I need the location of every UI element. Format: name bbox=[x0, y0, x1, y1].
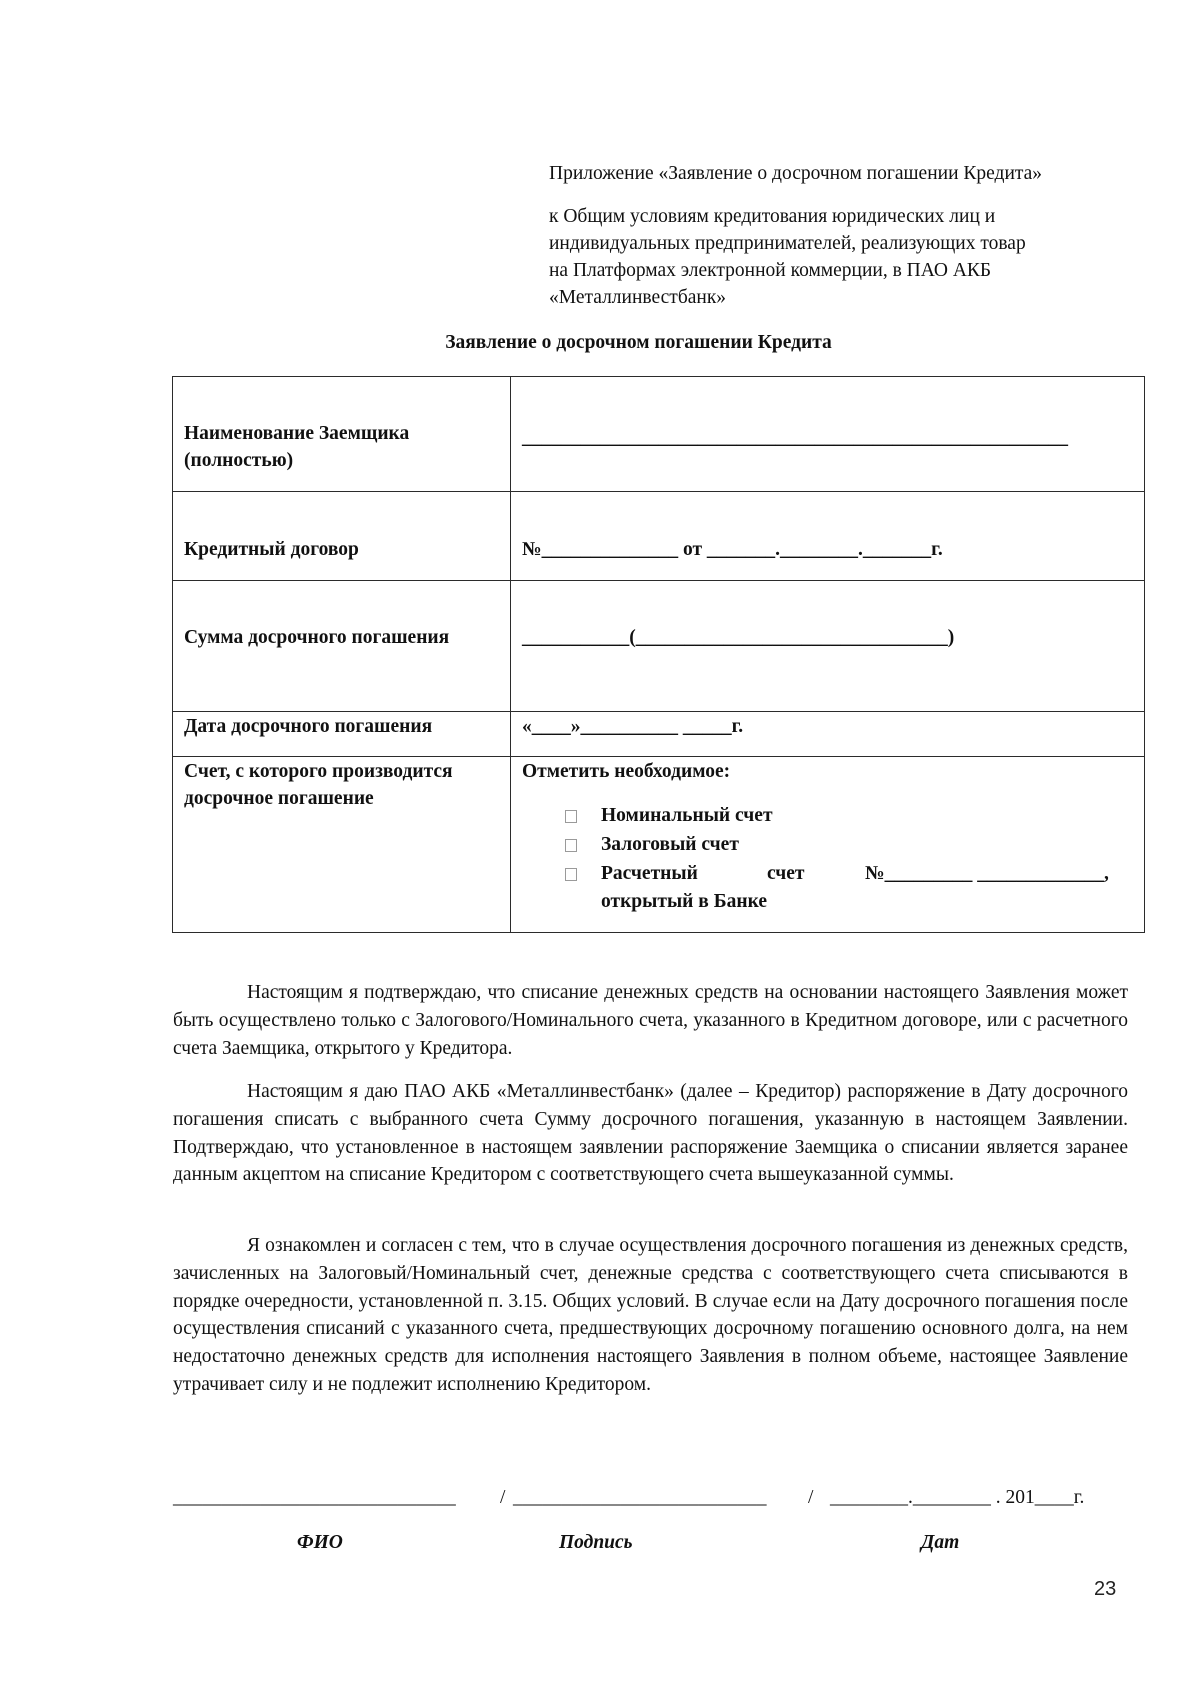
appendix-line-4: «Металлинвестбанк» bbox=[549, 287, 727, 308]
signature-name-field[interactable]: _____________________________ bbox=[173, 1487, 456, 1508]
signature-date-field[interactable]: ________.________ . 201____г. bbox=[830, 1487, 1085, 1508]
contract-number-date-field[interactable]: №______________ от _______.________._______г. bbox=[522, 539, 943, 560]
table-row-divider bbox=[172, 491, 1145, 492]
nominal-account-checkbox[interactable] bbox=[565, 810, 577, 823]
table-row-divider bbox=[172, 756, 1145, 757]
current-account-number-field[interactable]: №_________ _____________, bbox=[865, 863, 1109, 884]
form-title: Заявление о досрочном погашении Кредита bbox=[445, 332, 832, 353]
signature-separator: / bbox=[808, 1487, 814, 1508]
caption-date: Дат bbox=[921, 1532, 960, 1553]
account-label: Счет, с которого производится bbox=[184, 761, 453, 782]
appendix-heading: Приложение «Заявление о досрочном погашении Кредита» bbox=[549, 163, 1043, 184]
paragraph-instruction: Настоящим я даю ПАО АКБ «Металлинвестбанк» (далее – Кредитор) распоряжение в Дату досрочного погашения списать с выбранного счета Сумму досрочного погашения, указанную в настоящем Заявлении. Подтверждаю, что установленное в настоящем заявлении распоряжение Заемщика о списании является заранее данным акцептом на списание Кредитором с соответствующего счета вышеуказанной суммы. bbox=[173, 1081, 1128, 1186]
table-row-divider bbox=[172, 711, 1145, 712]
table-column-divider bbox=[510, 376, 511, 933]
current-account-label-word2: счет bbox=[767, 863, 805, 884]
account-label-sub: досрочное погашение bbox=[184, 788, 374, 809]
appendix-line-2: индивидуальных предпринимателей, реализующих товар bbox=[549, 233, 1026, 254]
current-account-label-line2: открытый в Банке bbox=[601, 891, 767, 912]
appendix-line-1: к Общим условиям кредитования юридических лиц и bbox=[549, 206, 996, 227]
current-account-label-word1: Расчетный bbox=[601, 863, 698, 884]
amount-field[interactable]: ___________(________________________________) bbox=[522, 627, 955, 648]
table-border-bottom bbox=[172, 932, 1145, 933]
pledge-account-checkbox[interactable] bbox=[565, 839, 577, 852]
table-border-top bbox=[172, 376, 1145, 377]
paragraph-acknowledgement: Я ознакомлен и согласен с тем, что в случае осуществления досрочного погашения из денежных средств, зачисленных на Залоговый/Номинальный счет, денежные средства с соответствующего счета списываются в порядке очередности, установленной п. 3.15. Общих условий. В случае если на Дату досрочного погашения после осуществления списаний с указанного счета, предшествующих досрочному погашению основного долга, на нем недостаточно денежных средств для исполнения настоящего Заявления в полном объеме, настоящее Заявление утрачивает силу и не подлежит исполнению Кредитором. bbox=[173, 1235, 1128, 1395]
table-border-left bbox=[172, 376, 173, 933]
signature-sign-field[interactable]: __________________________ bbox=[513, 1487, 767, 1508]
repayment-date-field[interactable]: «____»__________ _____г. bbox=[522, 716, 744, 737]
nominal-account-label: Номинальный счет bbox=[601, 805, 773, 826]
table-border-right bbox=[1144, 376, 1145, 933]
borrower-label: Наименование Заемщика bbox=[184, 423, 410, 444]
caption-name: ФИО bbox=[297, 1532, 343, 1553]
contract-label: Кредитный договор bbox=[184, 539, 359, 560]
page-number: 23 bbox=[1094, 1578, 1117, 1600]
signature-separator: / bbox=[500, 1487, 506, 1508]
repayment-date-label: Дата досрочного погашения bbox=[184, 716, 433, 737]
pledge-account-label: Залоговый счет bbox=[601, 834, 739, 855]
paragraph-confirmation: Настоящим я подтверждаю, что списание денежных средств на основании настоящего Заявления может быть осуществлено только с Залогового/Номинального счета, указанного в Кредитном договоре, или с расчетного счета Заемщика, открытого у Кредитора. bbox=[173, 982, 1128, 1059]
borrower-label-sub: (полностью) bbox=[184, 450, 294, 471]
current-account-checkbox[interactable] bbox=[565, 868, 577, 881]
account-prompt: Отметить необходимое: bbox=[522, 761, 731, 782]
table-row-divider bbox=[172, 580, 1145, 581]
appendix-line-3: на Платформах электронной коммерции, в ПАО АКБ bbox=[549, 260, 992, 281]
borrower-name-field[interactable]: ________________________________________________________ bbox=[522, 427, 1068, 448]
caption-sign: Подпись bbox=[559, 1532, 633, 1553]
amount-label: Сумма досрочного погашения bbox=[184, 627, 450, 648]
